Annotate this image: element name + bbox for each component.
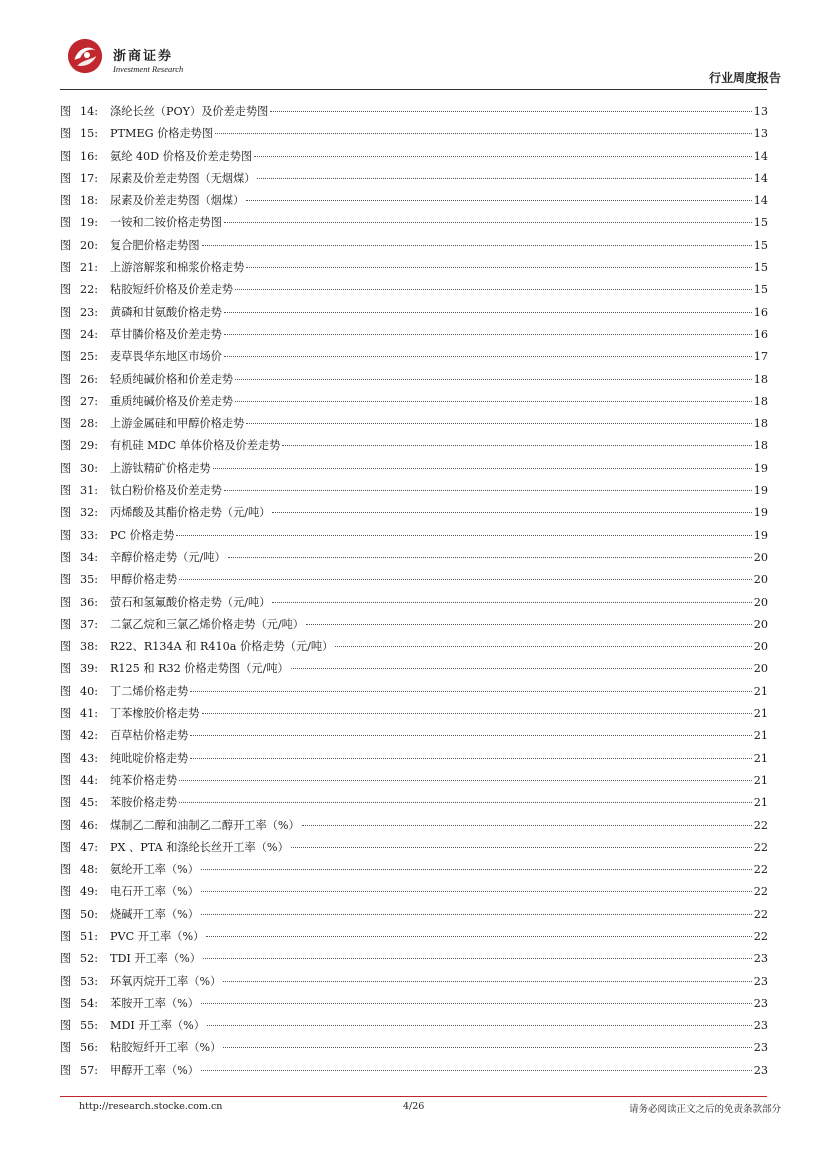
toc-entry-dot-leader <box>201 891 752 892</box>
toc-entry-page: 15 <box>753 261 768 275</box>
toc-entry-number: 18: <box>80 194 99 208</box>
toc-entry[interactable] <box>60 437 768 459</box>
toc-entry-dot-leader <box>223 1047 751 1048</box>
toc-entry-prefix: 图 <box>60 327 72 341</box>
toc-entry-dot-leader <box>246 423 751 424</box>
toc-entry-page: 19 <box>753 528 768 542</box>
toc-entry-prefix: 图 <box>60 484 72 498</box>
toc-entry-page: 23 <box>753 952 768 966</box>
toc-entry-dot-leader <box>201 914 752 915</box>
toc-entry-prefix: 图 <box>60 394 72 408</box>
toc-entry-page: 23 <box>753 1041 768 1055</box>
toc-entry-prefix: 图 <box>60 283 72 297</box>
toc-entry-number: 57: <box>80 1063 99 1077</box>
toc-entry-prefix: 图 <box>60 640 72 654</box>
toc-entry-prefix: 图 <box>60 461 72 475</box>
toc-entry-page: 17 <box>753 350 768 364</box>
toc-entry-number: 45: <box>80 796 99 810</box>
toc-entry-page: 18 <box>753 372 768 386</box>
toc-entry-prefix: 图 <box>60 974 72 988</box>
toc-entry-page: 23 <box>753 1019 768 1033</box>
toc-entry-page: 22 <box>753 885 768 899</box>
toc-entry-page: 23 <box>753 1063 768 1077</box>
toc-entry-number: 33: <box>80 528 99 542</box>
toc-entry-page: 15 <box>753 238 768 252</box>
toc-entry[interactable] <box>60 415 768 437</box>
toc-entry-dot-leader <box>228 557 752 558</box>
toc-entry-prefix: 图 <box>60 372 72 386</box>
toc-entry-number: 44: <box>80 773 99 787</box>
toc-entry-page: 20 <box>753 640 768 654</box>
toc-entry-title: 纯苯价格走势 <box>110 773 178 787</box>
toc-entry-title: PC 价格走势 <box>110 528 175 542</box>
toc-entry[interactable] <box>60 170 768 192</box>
toc-entry-title: 丙烯酸及其酯价格走势（元/吨） <box>110 506 271 520</box>
toc-entry-number: 42: <box>80 729 99 743</box>
toc-entry[interactable] <box>60 214 768 236</box>
toc-entry-number: 26: <box>80 372 99 386</box>
toc-entry-title: 有机硅 MDC 单体价格及价差走势 <box>110 439 281 453</box>
toc-entry[interactable] <box>60 148 768 170</box>
toc-entry[interactable] <box>60 393 768 415</box>
toc-entry-title: 钛白粉价格及价差走势 <box>110 484 222 498</box>
toc-entry-number: 39: <box>80 662 99 676</box>
toc-entry-prefix: 图 <box>60 506 72 520</box>
toc-entry-title: 环氧丙烷开工率（%） <box>110 974 222 988</box>
toc-entry-number: 55: <box>80 1019 99 1033</box>
toc-entry-prefix: 图 <box>60 773 72 787</box>
toc-entry-page: 23 <box>753 974 768 988</box>
toc-entry-page: 14 <box>753 194 768 208</box>
toc-entry-dot-leader <box>179 780 752 781</box>
toc-entry-title: 甲醇开工率（%） <box>110 1063 199 1077</box>
toc-entry-dot-leader <box>176 535 751 536</box>
toc-entry[interactable] <box>60 1062 768 1084</box>
toc-entry-prefix: 图 <box>60 171 72 185</box>
toc-entry-dot-leader <box>201 1070 752 1071</box>
toc-entry[interactable] <box>60 950 768 972</box>
toc-entry-number: 47: <box>80 840 99 854</box>
toc-entry-prefix: 图 <box>60 595 72 609</box>
toc-entry[interactable] <box>60 660 768 682</box>
toc-entry-page: 21 <box>753 729 768 743</box>
toc-entry-number: 16: <box>80 149 99 163</box>
toc-entry-number: 35: <box>80 573 99 587</box>
toc-entry-title: 重质纯碱价格及价差走势 <box>110 394 234 408</box>
toc-entry-dot-leader <box>223 981 751 982</box>
toc-entry-title: PTMEG 价格走势图 <box>110 127 214 141</box>
toc-entry-title: 草甘膦价格及价差走势 <box>110 327 222 341</box>
figure-toc-list <box>60 103 768 1084</box>
toc-entry-page: 18 <box>753 394 768 408</box>
toc-entry-prefix: 图 <box>60 662 72 676</box>
toc-entry-title: MDI 开工率（%） <box>110 1019 205 1033</box>
toc-entry-number: 43: <box>80 751 99 765</box>
toc-entry[interactable] <box>60 281 768 303</box>
toc-entry[interactable] <box>60 237 768 259</box>
toc-entry[interactable] <box>60 259 768 281</box>
toc-entry-prefix: 图 <box>60 617 72 631</box>
toc-entry-prefix: 图 <box>60 1063 72 1077</box>
toc-entry[interactable] <box>60 527 768 549</box>
toc-entry-dot-leader <box>235 289 752 290</box>
toc-entry-title: 一铵和二铵价格走势图 <box>110 216 222 230</box>
toc-entry-prefix: 图 <box>60 907 72 921</box>
page-header <box>0 0 827 92</box>
toc-entry-title: PVC 开工率（%） <box>110 929 205 943</box>
toc-entry-number: 50: <box>80 907 99 921</box>
toc-entry-page: 18 <box>753 417 768 431</box>
toc-entry-prefix: 图 <box>60 439 72 453</box>
toc-entry-title: 甲醇价格走势 <box>110 573 178 587</box>
toc-entry-title: 二氯乙烷和三氯乙烯价格走势（元/吨） <box>110 617 304 631</box>
toc-entry[interactable] <box>60 460 768 482</box>
toc-entry-prefix: 图 <box>60 105 72 118</box>
toc-entry-title: R22、R134A 和 R410a 价格走势（元/吨） <box>110 640 334 654</box>
toc-entry-number: 53: <box>80 974 99 988</box>
toc-entry-title: 轻质纯碱价格和价差走势 <box>110 372 234 386</box>
toc-entry-dot-leader <box>224 222 752 223</box>
toc-entry[interactable] <box>60 638 768 660</box>
toc-entry-title: TDI 开工率（%） <box>110 952 201 966</box>
toc-entry-prefix: 图 <box>60 796 72 810</box>
toc-entry-title: 上游钛精矿价格走势 <box>110 461 211 475</box>
toc-entry-title: R125 和 R32 价格走势图（元/吨） <box>110 662 289 676</box>
toc-entry-prefix: 图 <box>60 929 72 943</box>
toc-entry-page: 19 <box>753 461 768 475</box>
toc-entry-dot-leader <box>246 200 751 201</box>
toc-entry[interactable] <box>60 772 768 794</box>
toc-entry[interactable] <box>60 594 768 616</box>
toc-entry-dot-leader <box>235 401 752 402</box>
toc-entry-number: 38: <box>80 640 99 654</box>
toc-entry-title: 尿素及价差走势图（烟煤） <box>110 194 245 208</box>
toc-entry-page: 20 <box>753 550 768 564</box>
toc-entry-title: 涤纶长丝（POY）及价差走势图 <box>110 105 269 118</box>
toc-entry-dot-leader <box>203 958 752 959</box>
toc-entry[interactable] <box>60 906 768 928</box>
toc-entry-page: 23 <box>753 996 768 1010</box>
toc-entry-prefix: 图 <box>60 1019 72 1033</box>
toc-entry-title: 氨纶开工率（%） <box>110 863 199 877</box>
toc-entry-prefix: 图 <box>60 261 72 275</box>
toc-entry-dot-leader <box>306 624 752 625</box>
toc-entry-prefix: 图 <box>60 216 72 230</box>
toc-entry-number: 14: <box>80 105 99 118</box>
toc-entry-number: 51: <box>80 929 99 943</box>
footer-page-number: 4/26 <box>403 1101 425 1112</box>
toc-entry-dot-leader <box>201 869 752 870</box>
toc-entry-prefix: 图 <box>60 305 72 319</box>
toc-entry-number: 34: <box>80 550 99 564</box>
toc-entry-number: 30: <box>80 461 99 475</box>
toc-entry-dot-leader <box>246 267 751 268</box>
toc-entry-number: 48: <box>80 863 99 877</box>
toc-entry[interactable] <box>60 103 768 125</box>
toc-entry-prefix: 图 <box>60 840 72 854</box>
toc-entry[interactable] <box>60 928 768 950</box>
toc-entry-title: 黄磷和甘氨酸价格走势 <box>110 305 222 319</box>
toc-entry-page: 21 <box>753 751 768 765</box>
toc-entry-number: 29: <box>80 439 99 453</box>
toc-entry-number: 41: <box>80 707 99 721</box>
toc-entry-dot-leader <box>282 445 751 446</box>
toc-entry-page: 22 <box>753 818 768 832</box>
toc-entry[interactable] <box>60 1039 768 1061</box>
toc-entry-dot-leader <box>213 468 752 469</box>
toc-entry-page: 20 <box>753 573 768 587</box>
toc-entry-dot-leader <box>235 379 752 380</box>
toc-entry-prefix: 图 <box>60 149 72 163</box>
toc-entry[interactable] <box>60 192 768 214</box>
toc-entry-page: 16 <box>753 327 768 341</box>
toc-entry-title: 粘胶短纤价格及价差走势 <box>110 283 234 297</box>
toc-entry-page: 14 <box>753 149 768 163</box>
toc-entry-prefix: 图 <box>60 550 72 564</box>
toc-entry-number: 31: <box>80 484 99 498</box>
toc-entry-title: PX 、PTA 和涤纶长丝开工率（%） <box>110 840 289 854</box>
toc-entry-prefix: 图 <box>60 996 72 1010</box>
toc-entry-dot-leader <box>190 735 751 736</box>
toc-entry-page: 21 <box>753 684 768 698</box>
toc-entry-prefix: 图 <box>60 1041 72 1055</box>
toc-entry-number: 46: <box>80 818 99 832</box>
toc-entry-prefix: 图 <box>60 952 72 966</box>
toc-entry-title: 辛醇价格走势（元/吨） <box>110 550 226 564</box>
toc-entry-title: 上游溶解浆和棉浆价格走势 <box>110 261 245 275</box>
toc-entry-dot-leader <box>179 802 752 803</box>
toc-entry-number: 27: <box>80 394 99 408</box>
toc-entry-page: 20 <box>753 617 768 631</box>
toc-entry-dot-leader <box>224 356 752 357</box>
toc-entry-prefix: 图 <box>60 707 72 721</box>
toc-entry-number: 56: <box>80 1041 99 1055</box>
toc-entry-dot-leader <box>201 1003 752 1004</box>
toc-entry-number: 24: <box>80 327 99 341</box>
toc-entry[interactable] <box>60 995 768 1017</box>
toc-entry-dot-leader <box>272 602 751 603</box>
toc-entry-page: 19 <box>753 506 768 520</box>
toc-entry-dot-leader <box>224 490 752 491</box>
toc-entry-number: 37: <box>80 617 99 631</box>
toc-entry-page: 13 <box>753 105 768 118</box>
toc-entry-title: 粘胶短纤开工率（%） <box>110 1041 222 1055</box>
toc-entry-page: 18 <box>753 439 768 453</box>
toc-entry-dot-leader <box>291 847 752 848</box>
toc-entry-dot-leader <box>302 825 752 826</box>
toc-entry-page: 15 <box>753 283 768 297</box>
toc-entry-prefix: 图 <box>60 194 72 208</box>
toc-entry-dot-leader <box>179 579 752 580</box>
toc-entry[interactable] <box>60 125 768 147</box>
toc-entry-title: 萤石和氢氟酸价格走势（元/吨） <box>110 595 271 609</box>
toc-entry-page: 13 <box>753 127 768 141</box>
toc-entry[interactable] <box>60 1017 768 1039</box>
toc-entry-number: 19: <box>80 216 99 230</box>
toc-entry[interactable] <box>60 727 768 749</box>
toc-entry-page: 20 <box>753 662 768 676</box>
toc-entry-prefix: 图 <box>60 684 72 698</box>
toc-entry-dot-leader <box>335 646 751 647</box>
toc-entry[interactable] <box>60 549 768 571</box>
toc-entry-title: 百草枯价格走势 <box>110 729 189 743</box>
toc-entry-prefix: 图 <box>60 751 72 765</box>
toc-entry-dot-leader <box>257 178 751 179</box>
toc-entry-dot-leader <box>190 691 751 692</box>
toc-entry-number: 52: <box>80 952 99 966</box>
toc-entry[interactable] <box>60 371 768 393</box>
brand-name: 浙商证券 <box>113 49 174 64</box>
toc-entry-title: 电石开工率（%） <box>110 885 199 899</box>
toc-entry-page: 21 <box>753 707 768 721</box>
toc-entry[interactable] <box>60 883 768 905</box>
toc-entry[interactable] <box>60 304 768 326</box>
toc-entry-dot-leader <box>254 156 752 157</box>
toc-entry-dot-leader <box>190 758 751 759</box>
toc-entry[interactable] <box>60 794 768 816</box>
toc-entry-dot-leader <box>202 713 752 714</box>
toc-entry-dot-leader <box>224 334 752 335</box>
footer-divider <box>60 1096 767 1097</box>
toc-entry-title: 丁苯橡胶价格走势 <box>110 707 200 721</box>
toc-entry-number: 32: <box>80 506 99 520</box>
toc-entry[interactable] <box>60 817 768 839</box>
toc-entry-title: 苯胺价格走势 <box>110 796 178 810</box>
brand-english-name: Investment Research <box>113 64 184 74</box>
footer-url[interactable]: http://research.stocke.com.cn <box>79 1101 223 1112</box>
toc-entry-prefix: 图 <box>60 863 72 877</box>
toc-entry-number: 36: <box>80 595 99 609</box>
toc-entry-dot-leader <box>206 936 751 937</box>
toc-entry-prefix: 图 <box>60 127 72 141</box>
toc-entry-dot-leader <box>224 312 752 313</box>
toc-entry[interactable] <box>60 616 768 638</box>
toc-entry[interactable] <box>60 348 768 370</box>
toc-entry-prefix: 图 <box>60 350 72 364</box>
toc-entry-number: 17: <box>80 171 99 185</box>
toc-entry-title: 纯吡啶价格走势 <box>110 751 189 765</box>
toc-entry-dot-leader <box>270 111 751 112</box>
toc-entry[interactable] <box>60 683 768 705</box>
toc-entry-title: 上游金属硅和甲醇价格走势 <box>110 417 245 431</box>
report-type-label: 行业周度报告 <box>708 71 781 85</box>
toc-entry-page: 20 <box>753 595 768 609</box>
toc-entry-page: 16 <box>753 305 768 319</box>
toc-entry-number: 54: <box>80 996 99 1010</box>
toc-entry-dot-leader <box>291 668 752 669</box>
toc-entry-page: 19 <box>753 484 768 498</box>
toc-entry-prefix: 图 <box>60 573 72 587</box>
toc-entry[interactable] <box>60 571 768 593</box>
toc-entry-page: 22 <box>753 929 768 943</box>
toc-entry-prefix: 图 <box>60 528 72 542</box>
toc-entry-prefix: 图 <box>60 885 72 899</box>
toc-entry-page: 14 <box>753 171 768 185</box>
toc-entry-page: 15 <box>753 216 768 230</box>
toc-entry-prefix: 图 <box>60 238 72 252</box>
toc-entry-page: 22 <box>753 907 768 921</box>
toc-entry-number: 28: <box>80 417 99 431</box>
toc-entry-page: 22 <box>753 863 768 877</box>
toc-entry-dot-leader <box>207 1025 752 1026</box>
footer-disclaimer: 请务必阅读正文之后的免责条款部分 <box>628 1104 781 1115</box>
toc-entry-number: 23: <box>80 305 99 319</box>
toc-entry-page: 21 <box>753 796 768 810</box>
toc-entry[interactable] <box>60 861 768 883</box>
toc-entry-title: 尿素及价差走势图（无烟煤） <box>110 171 256 185</box>
toc-entry-number: 49: <box>80 885 99 899</box>
toc-entry-number: 40: <box>80 684 99 698</box>
toc-entry[interactable] <box>60 750 768 772</box>
toc-entry-number: 22: <box>80 283 99 297</box>
toc-entry[interactable] <box>60 504 768 526</box>
toc-entry-number: 25: <box>80 350 99 364</box>
toc-entry-number: 21: <box>80 261 99 275</box>
toc-entry-prefix: 图 <box>60 417 72 431</box>
toc-entry-title: 烧碱开工率（%） <box>110 907 199 921</box>
toc-entry[interactable] <box>60 839 768 861</box>
toc-entry[interactable] <box>60 326 768 348</box>
header-divider <box>60 89 767 90</box>
toc-entry-dot-leader <box>202 245 752 246</box>
toc-entry-number: 15: <box>80 127 99 141</box>
toc-entry[interactable] <box>60 705 768 727</box>
stocke-logo-icon <box>66 37 104 75</box>
toc-entry[interactable] <box>60 482 768 504</box>
toc-entry-dot-leader <box>215 133 752 134</box>
toc-entry-title: 复合肥价格走势图 <box>110 238 200 252</box>
toc-entry-page: 22 <box>753 840 768 854</box>
toc-entry-title: 苯胺开工率（%） <box>110 996 199 1010</box>
toc-entry-title: 煤制乙二醇和油制乙二醇开工率（%） <box>110 818 300 832</box>
toc-entry-page: 21 <box>753 773 768 787</box>
toc-entry-title: 麦草畏华东地区市场价 <box>110 350 222 364</box>
toc-entry[interactable] <box>60 973 768 995</box>
toc-entry-title: 氨纶 40D 价格及价差走势图 <box>110 149 253 163</box>
toc-entry-prefix: 图 <box>60 818 72 832</box>
toc-entry-title: 丁二烯价格走势 <box>110 684 189 698</box>
toc-entry-number: 20: <box>80 238 99 252</box>
toc-entry-prefix: 图 <box>60 729 72 743</box>
toc-entry-dot-leader <box>272 512 751 513</box>
